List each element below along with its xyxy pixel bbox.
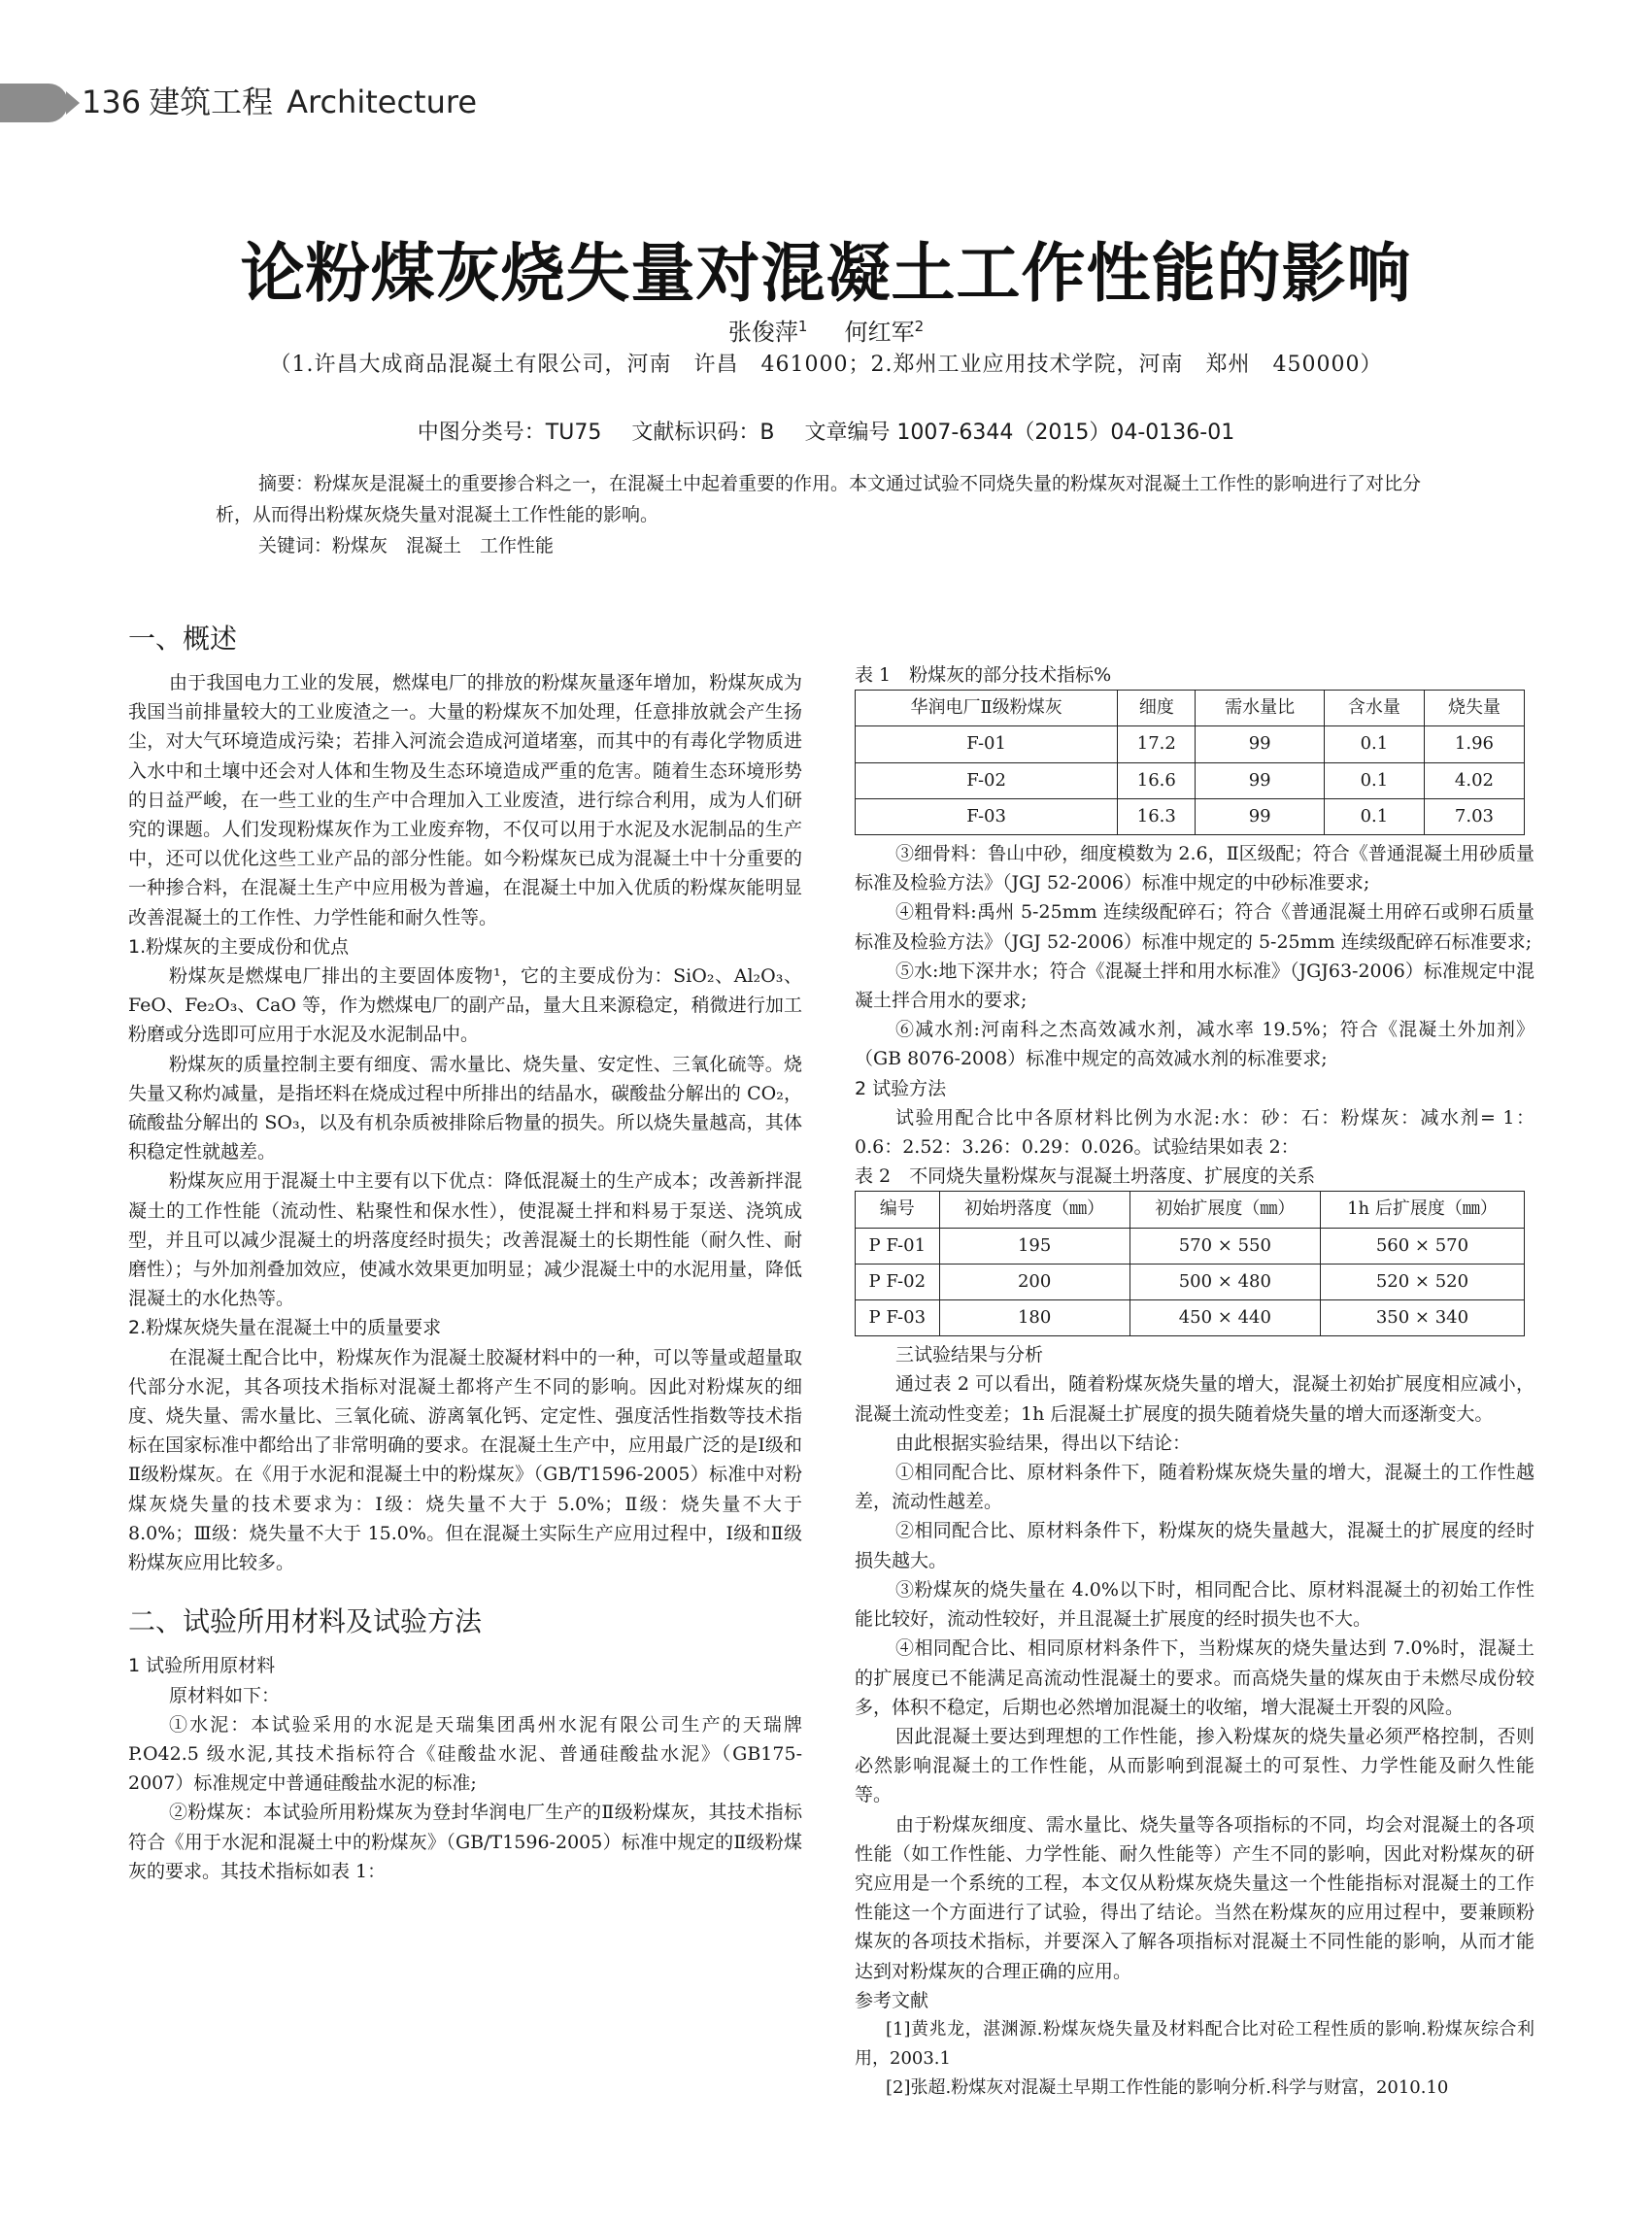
page-number: 136 [82,84,142,120]
references-heading: 参考文献 [855,1989,929,2011]
table-cell: F-02 [856,762,1118,798]
clc-number: 中图分类号：TU75 [417,421,602,445]
table-cell: 0.1 [1324,762,1424,798]
author-name: 何红军 [844,319,915,346]
table-cell: F-01 [856,726,1118,762]
table-cell: 4.02 [1424,762,1524,798]
table-cell: P F-01 [856,1228,940,1264]
paragraph: ⑥减水剂:河南科之杰高效减水剂，减水率 19.5%；符合《混凝土外加剂》（GB 8076-2008）标准中规定的高效减水剂的标准要求; [855,1019,1534,1070]
author-line [0,313,1652,347]
reference-item: [2]张超.粉煤灰对混凝土早期工作性能的影响分析.科学与财富，2010.10 [886,2077,1449,2099]
table-row [856,762,1525,798]
table-header-row [856,691,1525,726]
table-cell: 570 × 550 [1129,1228,1320,1264]
paragraph: 由于我国电力工业的发展，燃煤电厂的排放的粉煤灰量逐年增加，粉煤灰成为我国当前排量较大的工业废渣之一。大量的粉煤灰不加处理，任意排放就会产生扬尘，对大气环境造成污染；若排入河流会造成河道堵塞，而其中的有毒化学物质进入水中和土壤中还会对人体和生物及生态环境造成严重的危害。随着生态环境形势的日益严峻，在一些工业的生产中合理加入工业废渣，进行综合利用，成为人们研究的课题。人们发现粉煤灰作为工业废弃物，不仅可以用于水泥及水泥制品的生产中，还可以优化这些工业产品的部分性能。如今粉煤灰已成为混凝土中十分重要的一种掺合料，在混凝土生产中应用极为普遍，在混凝土中加入优质的粉煤灰能明显改善混凝土的工作性、力学性能和耐久性等。 [128,672,802,928]
table-header-row [856,1192,1525,1228]
table-cell: 99 [1196,726,1324,762]
subsection-heading: 2.粉煤灰烧失量在混凝土中的质量要求 [128,1317,442,1339]
table-slump-spread [855,1191,1525,1336]
paragraph: ①相同配合比、原材料条件下，随着粉煤灰烧失量的增大，混凝土的工作性越差，流动性越差。 [855,1462,1534,1513]
author-name: 张俊萍 [727,319,798,346]
article-number: 文章编号 1007-6344（2015）04-0136-01 [804,421,1235,445]
left-column [128,622,802,1886]
table-header-cell: 烧失量 [1424,691,1524,726]
table-cell: 1.96 [1424,726,1524,762]
table-cell: 0.1 [1324,798,1424,834]
section-name-en: Architecture [287,84,477,120]
table-header-cell: 华润电厂Ⅱ级粉煤灰 [856,691,1118,726]
paragraph: ⑤水:地下深井水；符合《混凝土拌和用水标准》（JGJ63-2006）标准规定中混凝土拌合用水的要求; [855,960,1534,1012]
table-cell: 99 [1196,798,1324,834]
paragraph: ①水泥：本试验采用的水泥是天瑞集团禹州水泥有限公司生产的天瑞牌 P.O42.5 级水泥,其技术指标符合《硅酸盐水泥、普通硅酸盐水泥》（GB175-2007）标准规定中普通硅酸盐水泥的标准; [128,1713,802,1795]
paragraph: 因此混凝土要达到理想的工作性能，掺入粉煤灰的烧失量必须严格控制，否则必然影响混凝土的工作性能，从而影响到混凝土的可泵性、力学性能及耐久性能等。 [855,1725,1534,1806]
paragraph: ④粗骨料:禹州 5-25mm 连续级配碎石；符合《普通混凝土用碎石或卵石质量标准及检验方法》（JGJ 52-2006）标准中规定的 5-25mm 连续级配碎石标准要求; [855,901,1534,953]
table-row [856,1300,1525,1336]
author-affil-mark: 1 [797,318,808,335]
table-header-cell: 细度 [1118,691,1196,726]
paragraph: 粉煤灰的质量控制主要有细度、需水量比、烧失量、安定性、三氧化硫等。烧失量又称灼减量，是指坯料在烧成过程中所排出的结晶水，碳酸盐分解出的 CO₂，硫酸盐分解出的 SO₃，以及有机杂质被排除后物量的损失。所以烧失量越高，其体积稳定性就越差。 [128,1053,802,1164]
paragraph: ③细骨料：鲁山中砂，细度模数为 2.6，Ⅱ区级配；符合《普通混凝土用砂质量标准及检验方法》（JGJ 52-2006）标准中规定的中砂标准要求; [855,843,1534,894]
table-cell: 16.3 [1118,798,1196,834]
author-affil-mark: 2 [914,318,925,335]
table-header-cell: 需水量比 [1196,691,1324,726]
table-cell: 560 × 570 [1320,1228,1524,1264]
running-header [82,78,477,122]
table-cell: 450 × 440 [1129,1300,1320,1336]
table-header-cell: 初始坍落度（㎜） [939,1192,1129,1228]
subsection-heading: 1.粉煤灰的主要成份和优点 [128,935,350,958]
table-cell: P F-03 [856,1300,940,1336]
table-fly-ash-indicators [855,690,1525,835]
table-cell: 520 × 520 [1320,1264,1524,1299]
right-column [855,660,1534,2104]
table-cell: 200 [939,1264,1129,1299]
table-cell: 500 × 480 [1129,1264,1320,1299]
table-row [856,1228,1525,1264]
classification-line [0,416,1652,446]
table-header-cell: 含水量 [1324,691,1424,726]
reference-item: [1]黄兆龙，湛渊源.粉煤灰烧失量及材料配合比对砼工程性质的影响.粉煤灰综合利用，2003.1 [855,2018,1534,2070]
section-heading: 三试验结果与分析 [895,1344,1044,1366]
table-cell: 0.1 [1324,726,1424,762]
table-caption: 表 1 粉煤灰的部分技术指标% [855,664,1112,686]
paragraph: 由此根据实验结果，得出以下结论： [895,1432,1192,1454]
table-cell: 17.2 [1118,726,1196,762]
table-cell: 180 [939,1300,1129,1336]
table-caption: 表 2 不同烧失量粉煤灰与混凝土坍落度、扩展度的关系 [855,1165,1316,1188]
subsection-heading: 1 试验所用原材料 [128,1655,276,1677]
paragraph: 原材料如下： [169,1684,281,1706]
table-cell: 99 [1196,762,1324,798]
paragraph: 粉煤灰是燃煤电厂排出的主要固体废物¹，它的主要成份为：SiO₂、Al₂O₃、FeO、Fe₂O₃、CaO 等，作为燃煤电厂的副产品，量大且来源稳定，稍微进行加工粉磨或分选即可应用于水泥及水泥制品中。 [128,965,802,1046]
paragraph: 通过表 2 可以看出，随着粉煤灰烧失量的增大，混凝土初始扩展度相应减小，混凝土流动性变差；1h 后混凝土扩展度的损失随着烧失量的增大而逐渐变大。 [855,1373,1534,1425]
section-heading: 一、概述 [128,623,238,655]
paragraph: 粉煤灰应用于混凝土中主要有以下优点：降低混凝土的生产成本；改善新拌混凝土的工作性能（流动性、粘聚性和保水性），使混凝土拌和料易于泵送、浇筑成型，并且可以减少混凝土的坍落度经时损失；改善混凝土的长期性能（耐久性、耐磨性）；与外加剂叠加效应，使减水效果更加明显；减少混凝土中的水泥用量，降低混凝土的水化热等。 [128,1170,802,1310]
table-row [856,1264,1525,1299]
table-header-cell: 初始扩展度（㎜） [1129,1192,1320,1228]
section-name-cn: 建筑工程 [149,84,274,120]
doc-code: 文献标识码：B [631,421,775,445]
affiliation: （1.许昌大成商品混凝土有限公司，河南 许昌 461000；2.郑州工业应用技术学院，河南 郑州 450000） [269,353,1383,377]
subsection-heading: 2 试验方法 [855,1077,947,1099]
table-row [856,798,1525,834]
keywords-text: 关键词：粉煤灰 混凝土 工作性能 [258,535,555,556]
paragraph: 试验用配合比中各原材料比例为水泥:水：砂：石：粉煤灰：减水剂= 1：0.6：2.52：3.26：0.29：0.026。试验结果如表 2： [855,1106,1534,1159]
table-cell: 7.03 [1424,798,1524,834]
table-header-cell: 编号 [856,1192,940,1228]
abstract-block [216,468,1439,561]
paragraph: ②粉煤灰：本试验所用粉煤灰为登封华润电厂生产的Ⅱ级粉煤灰，其技术指标符合《用于水泥和混凝土中的粉煤灰》（GB/T1596-2005）标准中规定的Ⅱ级粉煤灰的要求。其技术指标如表 1： [128,1802,802,1882]
table-cell: F-03 [856,798,1118,834]
section-heading: 二、试验所用材料及试验方法 [128,1605,483,1638]
paragraph: ②相同配合比、原材料条件下，粉煤灰的烧失量越大，混凝土的扩展度的经时损失越大。 [855,1520,1534,1571]
table-cell: 195 [939,1228,1129,1264]
paragraph: ③粉煤灰的烧失量在 4.0%以下时，相同配合比、原材料混凝土的初始工作性能比较好，流动性较好，并且混凝土扩展度的经时损失也不大。 [855,1578,1534,1631]
paragraph: 在混凝土配合比中，粉煤灰作为混凝土胶凝材料中的一种，可以等量或超量取代部分水泥，其各项技术指标对混凝土都将产生不同的影响。因此对粉煤灰的细度、烧失量、需水量比、三氧化硫、游离氧化钙、定定性、强度活性指数等技术指标在国家标准中都给出了非常明确的要求。在混凝土生产中，应用最广泛的是Ⅰ级和Ⅱ级粉煤灰。在《用于水泥和混凝土中的粉煤灰》（GB/T1596-2005）标准中对粉煤灰烧失量的技术要求为：Ⅰ级：烧失量不大于 5.0%；Ⅱ级：烧失量不大于 8.0%；Ⅲ级：烧失量不大于 15.0%。但在混凝土实际生产应用过程中，Ⅰ级和Ⅱ级粉煤灰应用比较多。 [128,1346,802,1574]
table-cell: 350 × 340 [1320,1300,1524,1336]
table-cell: P F-02 [856,1264,940,1299]
abstract-text: 摘要：粉煤灰是混凝土的重要掺合料之一，在混凝土中起着重要的作用。本文通过试验不同烧失量的粉煤灰对混凝土工作性的影响进行了对比分析，从而得出粉煤灰烧失量对混凝土工作性能的影响。 [216,473,1422,525]
table-cell: 16.6 [1118,762,1196,798]
paragraph: ④相同配合比、相同原材料条件下，当粉煤灰的烧失量达到 7.0%时，混凝土的扩展度已不能满足高流动性混凝土的要求。而高烧失量的煤灰由于未燃尽成份较多，体积不稳定，后期也必然增加混凝土的收缩，增大混凝土开裂的风险。 [855,1637,1534,1718]
article-title: 论粉煤灰烧失量对混凝土工作性能的影响 [240,235,1412,311]
header-tab-marker [0,84,68,122]
paragraph: 由于粉煤灰细度、需水量比、烧失量等各项指标的不同，均会对混凝土的各项性能（如工作性能、力学性能、耐久性能等）产生不同的影响，因此对粉煤灰的研究应用是一个系统的工程，本文仅从粉煤灰烧失量这一个性能指标对混凝土的工作性能这一个方面进行了试验，得出了结论。当然在粉煤灰的应用过程中，要兼顾粉煤灰的各项技术指标，并要深入了解各项指标对混凝土不同性能的影响，从而才能达到对粉煤灰的合理正确的应用。 [855,1813,1534,1982]
table-header-cell: 1h 后扩展度（㎜） [1320,1192,1524,1228]
table-row [856,726,1525,762]
